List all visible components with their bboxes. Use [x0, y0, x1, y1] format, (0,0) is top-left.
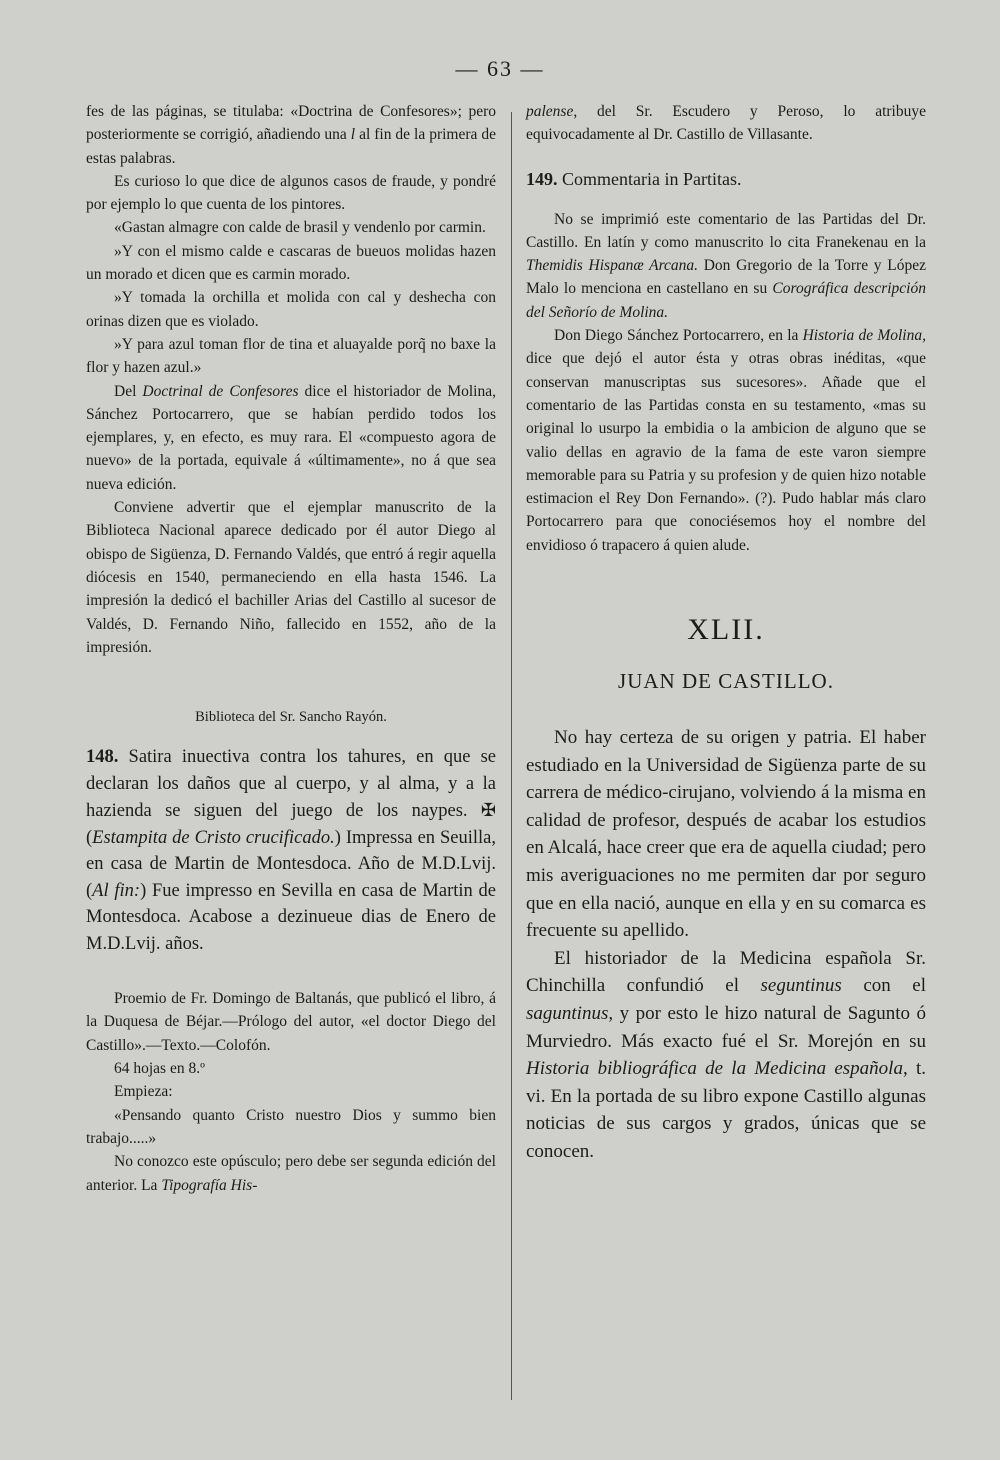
text-run: Satira inuectiva contra los tahures, en que se declaran los daños que al cuerpo, y al alma, y a la hazienda se siguen del juego de los naypes. — [86, 747, 496, 822]
paragraph-no-conozco — [86, 1150, 496, 1197]
spacer — [526, 694, 926, 724]
continuation-paragraph — [526, 100, 926, 147]
spacer — [526, 190, 926, 208]
quote-line: «Gastan almagre con calde de brasil y vendenlo por carmin. — [114, 219, 486, 237]
italic-run: Corográfica descripción del Señorío de Molina. — [526, 280, 926, 321]
spacer — [526, 647, 926, 669]
text-run: No se imprimió este comentario de las Partidas del Dr. Castillo. En latín y como manuscrito lo cita Franekenau en la — [526, 210, 926, 251]
italic-run: Tipografía His- — [161, 1176, 258, 1194]
text-run: ( — [86, 827, 93, 848]
paragraph-conviene: Conviene advertir que el ejemplar manuscrito de la Biblioteca Nacional aparece dedicado por él autor Diego al obispo de Sigüenza, D. Fernando Valdés, que entró á regir aquella diócesis en 1540, permaneciendo en ella hasta 1546. La impresión la dedicó el bachiller Arias del Castillo al sucesor de Valdés, D. Fernando Niño, fallecido en 1552, año de la impresión. — [86, 499, 496, 656]
text-run: , t. vi. En la portada de su libro expone Castillo algunas noticias de sus cargos y grados, únicas que se conocen. — [526, 1058, 926, 1162]
italic-run: Al fin: — [92, 880, 141, 901]
text-run: ) Impressa en Seuilla, en casa de Martin de Montesdoca. Año de M.D.Lvij. ( — [86, 827, 496, 901]
text-run: , y por esto le hizo natural de Sagunto ó Murviedro. Más exacto fué el Sr. Morejón en su — [526, 1002, 926, 1052]
spacer — [86, 726, 496, 744]
spacer — [86, 957, 496, 987]
text-run: fes de las páginas, se titulaba: «Doctrina de Confesores»; pero posteriormente se corrigió, añadiendo una — [86, 103, 496, 144]
text-run: ) Fue impresso en Sevilla en casa de Martin de Montesdoca. Acabose a dezinueue dias de Enero de M.D.Lvij. años. — [86, 880, 496, 954]
paragraph-proemio: Proemio de Fr. Domingo de Baltanás, que publicó el libro, á la Duquesa de Béjar.—Prólogo del autor, «el doctor Diego del Castillo».—Texto.—Colofón. — [86, 990, 496, 1054]
quote-line: »Y tomada la orchilla et molida con cal y deshecha con orinas dizen que es violado. — [86, 289, 496, 330]
entry-149-heading — [526, 169, 926, 190]
incipit-quote: «Pensando quanto Cristo nuestro Dios y summo bien trabajo.....» — [86, 1106, 496, 1147]
italic-run: Historia bibliográfica de la Medicina española — [526, 1058, 903, 1080]
entry-148 — [86, 744, 496, 957]
page-number: — 63 — — [455, 56, 545, 81]
text-run: dice el historiador de Molina, Sánchez Portocarrero, que se habían perdido todos los ejemplares, y, en efecto, es muy rara. El «compuesto agora de nuevo» de la portada, equivale á «últimamente», no á que sea nueva edición. — [86, 382, 496, 493]
text-run: dice que dejó el autor ésta y otras obras inéditas, «que conservan manuscriptas sus sucesores». Añade que el comentario de las Partidas consta en su testamento, «mas su original lo usurpo la embidia o la ambicion de alguno que se valio dellas en agravio de la fama de este varon siempre memorable para su Patria y su profesion y de quien hizo notable estimacion el Rey Don Fernando». (?). Pudo hablar más claro Portocarrero para que conociésemos hoy el nombre del envidioso ó trapacero á quien alude. — [526, 350, 926, 554]
italic-run: palense — [526, 103, 574, 120]
italic-run: Themidis Hispanæ Arcana. — [526, 257, 699, 275]
spacer — [526, 147, 926, 169]
paragraph-doctrinal — [86, 380, 496, 496]
leaf-count: 64 hojas en 8.º — [114, 1060, 205, 1078]
paragraph-no-se — [526, 208, 926, 324]
italic-run: Historia de Molina, — [802, 327, 926, 345]
text-run: , del Sr. Escudero y Peroso, lo atribuye equivocadamente al Dr. Castillo de Villasante. — [526, 103, 926, 144]
column-divider — [511, 112, 512, 1400]
italic-run: Doctrinal de Confesores — [142, 382, 299, 400]
right-column — [526, 100, 926, 1166]
entry-number: 149. — [526, 168, 558, 189]
chapter-title: JUAN DE CASTILLO. — [618, 669, 834, 694]
text-run: Don Diego Sánchez Portocarrero, en la — [554, 327, 803, 345]
italic-run: seguntinus — [760, 975, 842, 997]
text-run: Del — [114, 382, 143, 400]
italic-run: saguntinus — [526, 1002, 609, 1024]
text-run: con el — [841, 975, 926, 997]
spacer — [526, 557, 926, 613]
quote-line: »Y para azul toman flor de tina et aluayalde porq̃ no baxe la flor y hazen azul.» — [86, 335, 496, 377]
continuation-paragraph — [86, 100, 496, 170]
entry-title: Commentaria in Partitas. — [557, 168, 742, 189]
paragraph-curioso: Es curioso lo que dice de algunos casos de fraude, y pondré por ejemplo lo que cuenta de los pintores. — [86, 172, 496, 214]
paragraph-historiador — [526, 945, 926, 1166]
library-note: Biblioteca del Sr. Sancho Rayón. — [195, 709, 387, 726]
left-column — [86, 100, 496, 1197]
cross-icon: ✠ — [480, 800, 496, 821]
spacer — [86, 659, 496, 709]
quote-line: »Y con el mismo calde e cascaras de bueuos molidas hazen un morado et dicen que es carmin morado. — [86, 242, 496, 284]
text-run: al fin de la primera de estas palabras. — [86, 126, 496, 167]
paragraph-no-hay: No hay certeza de su origen y patria. El haber estudiado en la Universidad de Sigüenza parte de su carrera de médico-cirujano, volviendo á la misma en calidad de profesor, después de acabar los estudios en Alcalá, hace creer que era de aquella ciudad; pero mis averiguaciones no me permiten dar por seguro que en ella nació, aunque en ella y en su comarca es frecuente su apellido. — [526, 727, 926, 942]
entry-number: 148. — [86, 747, 119, 768]
paragraph-don-diego — [526, 324, 926, 557]
chapter-number: XLII. — [687, 613, 765, 647]
text-run: El historiador de la Medicina española Sr. Chinchilla confundió el — [526, 947, 926, 997]
text-run: No conozco este opúsculo; pero debe ser segunda edición del anterior. La — [86, 1153, 496, 1194]
italic-run: Estampita de Cristo crucificado. — [92, 827, 335, 848]
italic-run: l — [350, 126, 356, 144]
text-run: Don Gregorio de la Torre y López Malo lo menciona en castellano en su — [526, 257, 926, 298]
empieza-label: Empieza: — [114, 1083, 173, 1101]
